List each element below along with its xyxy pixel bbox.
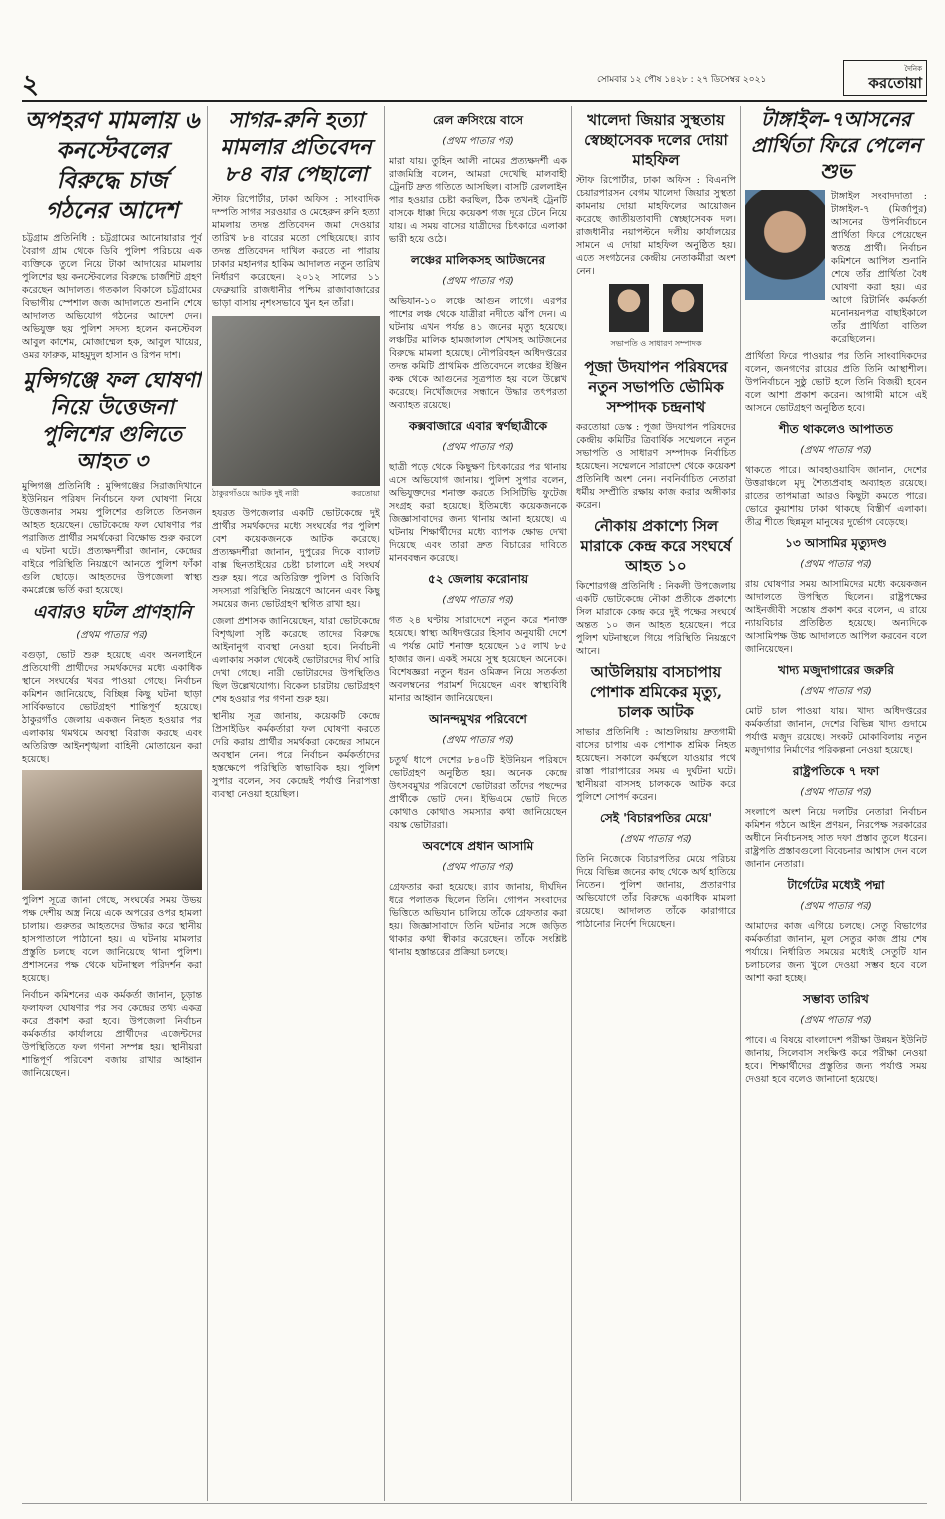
continuation-kicker: (প্রথম পাতার পর)	[800, 901, 872, 912]
article-abduction-case: চট্টগ্রাম প্রতিনিধি : চট্টগ্রামের আনোয়ারার পূর্ব বৈরাগ গ্রাম থেকে ডিবি পুলিশ পরিচয়ে এক ব্যক্তিকে তুলে নিয়ে টাকা আদায়ের মামলায় পুলিশের ছয় কনস্টেবলের বিরুদ্ধে চার্জশিট গ্রহণ করেছেন আদালত। গতকাল বিকালে চট্টগ্রামের বিভাগীয় স্পেশাল জজ আদালতে শুনানি শেষে আদালত অভিযোগ গঠনের আদেশ দেন। অভিযুক্ত ছয় পুলিশ সদস্য হলেন কনস্টেবল আবুল কাশেম, মোজাম্মেল হক, আবুল খায়ের, ওমর ফারুক, মাহমুদুল হাসান ও রিপন দাশ।	[22, 233, 202, 361]
article-bus-accident: সাভার প্রতিনিধি : আশুলিয়ায় দ্রুতগামী বাসের চাপায় এক পোশাক শ্রমিক নিহত হয়েছেন। সকালে কর্মস্থলে যাওয়ার পথে রাস্তা পারাপারের সময় এ দুর্ঘটনা ঘটে। স্থানীয়রা বাসসহ চালককে আটক করে পুলিশে সোপর্দ করেন।	[576, 727, 736, 803]
continuation-kicker: (প্রথম পাতার পর)	[442, 862, 514, 873]
article-launch-owner: অভিযান-১০ লঞ্চে আগুন লাগে। এরপর পাশের লঞ্চ থেকে যাত্রীরা নদীতে ঝাঁপ দেন। এ ঘটনায় এখন পর্যন্ত ৪১ জনের মৃত্যু হয়েছে। লঞ্চটির মালিক হামজালাল শেখসহ আটজনের বিরুদ্ধে মামলা হয়েছে। নৌপরিবহন অধিদপ্তরের তদন্ত কমিটি প্রাথমিক প্রতিবেদনে লঞ্চের ইঞ্জিন কক্ষ থেকে আগুনের সূত্রপাত হয় বলে উল্লেখ করেছে। নিখোঁজদের সন্ধানে উদ্ধার তৎপরতা অব্যাহত রয়েছে।	[389, 296, 567, 411]
article-probable-date: পাবে। এ বিষয়ে বাংলাদেশ পরীক্ষা উন্নয়ন ইউনিট জানায়, সিলেবাস সংক্ষিপ্ত করে পরীক্ষা নেওয়া হবে। শিক্ষার্থীদের প্রস্তুতির জন্য পর্যাপ্ত সময় দেওয়া হবে বলেও জানানো হয়েছে।	[745, 1035, 927, 1085]
headline-puja-council: পূজা উদযাপন পরিষদের নতুন সভাপতি ভৌমিক সম্পাদক চন্দ্রনাথ	[584, 358, 728, 416]
column-5	[745, 106, 927, 1501]
election-photo	[22, 770, 202, 890]
headline-munshiganj: মুন্সিগঞ্জে ফল ঘোষণা নিয়ে উত্তেজনা পুলিশের গুলিতে আহত ৩	[23, 367, 201, 473]
headline-sagar-runi: সাগর-রুনি হত্যা মামলার প্রতিবেদন ৮৪ বার পেছালো	[220, 107, 372, 186]
page-number: ২	[22, 70, 39, 100]
photo-caption	[212, 488, 380, 501]
portrait-photo	[609, 284, 649, 332]
article-rail-crossing: মারা যায়। তুহিন আলী নামের প্রত্যক্ষদর্শী এক রাজমিস্ত্রি বলেন, আমরা দেখেছি মালবাহী ট্রেনটি দ্রুত গতিতে আসছিল। বাসটি রেললাইন পার হওয়ার চেষ্টা করছিল, ঠিক তখনই ট্রেনটি বাসকে ধাক্কা দিয়ে কয়েকশ গজ দূরে টেনে নিয়ে যায়। এ সময় বাসের যাত্রীদের চিৎকারে এলাকা ভারী হয়ে ওঠে।	[389, 156, 567, 245]
article-padma: আমাদের কাজ এগিয়ে চলছে। সেতু বিভাগের কর্মকর্তারা জানান, মূল সেতুর কাজ প্রায় শেষ পর্যায়ে। নির্ধারিত সময়ের মধ্যেই সেতুটি যান চলাচলের জন্য খুলে দেওয়া সম্ভব হবে বলে আশা করা হচ্ছে।	[745, 921, 927, 984]
headline-president-demands: রাষ্ট্রপতিকে ৭ দফা	[792, 764, 880, 778]
article-corona: গত ২৪ ঘণ্টায় সারাদেশে নতুন করে শনাক্ত হয়েছে। স্বাস্থ্য অধিদপ্তরের হিসাব অনুযায়ী দেশে এ পর্যন্ত মোট শনাক্ত হয়েছেন ১৫ লাখ ৮৫ হাজার জন। একই সময়ে সুস্থ হয়েছেন অনেকে। বিশেষজ্ঞরা নতুন ধরন ওমিক্রন নিয়ে সতর্কতা অবলম্বনের পরামর্শ দিয়েছেন এবং স্বাস্থ্যবিধি মানার আহ্বান জানিয়েছেন।	[389, 615, 567, 704]
continuation-kicker: (প্রথম পাতার পর)	[800, 559, 872, 570]
headline-death-sentence: ১৩ আসামির মৃত্যুদণ্ড	[785, 536, 887, 550]
continuation-kicker: (প্রথম পাতার পর)	[76, 630, 148, 641]
column-1	[22, 106, 202, 1501]
article-clash: হযরত উপজেলার একটি ভোটকেন্দ্রে দুই প্রার্থীর সমর্থকদের মধ্যে সংঘর্ষের পর পুলিশ বেশ কয়েকজনকে আটক করেছে। প্রত্যক্ষদর্শীরা জানান, দুপুরের দিকে ব্যালট বাক্স ছিনতাইয়ের চেষ্টা চালালে এই সংঘর্ষ শুরু হয়। পরে অতিরিক্ত পুলিশ ও বিজিবি সদস্যরা পরিস্থিতি নিয়ন্ত্রণে আনেন এবং কিছু সময়ের জন্য ভোটগ্রহণ স্থগিত রাখা হয়।	[212, 508, 380, 610]
headline-rail-crossing: রেল ক্রসিংয়ে বাসে	[432, 113, 524, 127]
tangail-block	[745, 190, 927, 346]
logo-name: করতোয়া	[868, 74, 922, 92]
headline-cold: শীত থাকলেও আপাতত	[779, 422, 893, 436]
article-munshiganj: মুন্সিগঞ্জ প্রতিনিধি : মুন্সিগঞ্জের সিরাজদিখানে ইউনিয়ন পরিষদ নির্বাচনে ফল ঘোষণা নিয়ে উত্তেজনার সময় পুলিশের গুলিতে তিনজন আহত হয়েছেন। ভোটকেন্দ্রে ফল ঘোষণার পর পরাজিত প্রার্থীর সমর্থকেরা বিক্ষোভ শুরু করলে এ ঘটনা ঘটে। প্রত্যক্ষদর্শীরা জানান, কেন্দ্রের বাইরে পরিস্থিতি নিয়ন্ত্রণে আনতে পুলিশ ফাঁকা গুলি ছোড়ে। আহতদের উপজেলা স্বাস্থ্য কমপ্লেক্সে ভর্তি করা হয়েছে।	[22, 481, 202, 596]
article-clash-3: স্থানীয় সূত্র জানায়, কয়েকটি কেন্দ্রে প্রিসাইডিং কর্মকর্তারা ফল ঘোষণা করতে দেরি করায় প্রার্থীর সমর্থকরা কেন্দ্রের সামনে অবস্থান নেন। পরে নির্বাচন কর্মকর্তাদের হস্তক্ষেপে পরিস্থিতি স্বাভাবিক হয়। পুলিশ সুপার বলেন, সব কেন্দ্রেই পর্যাপ্ত নিরাপত্তা ব্যবস্থা নেওয়া হয়েছিল।	[212, 711, 380, 800]
column-2	[212, 106, 380, 1501]
headline-food-storage: খাদ্য মজুদাগারের জরুরি	[777, 663, 895, 677]
headline-corona: ৫২ জেলায় করোনায়	[427, 572, 529, 586]
column-rule	[384, 106, 385, 1501]
headline-coxs-bazar: কক্সবাজারে এবার স্বর্ণছাত্রীকে	[408, 419, 548, 433]
headline-probable-date: সম্ভাব্য তারিখ	[803, 992, 869, 1006]
column-rule	[740, 106, 741, 1501]
article-judge-daughter: তিনি নিজেকে বিচারপতির মেয়ে পরিচয় দিয়ে বিভিন্ন জনের কাছ থেকে অর্থ হাতিয়ে নিতেন। পুলিশ জানায়, প্রতারণার অভিযোগে তাঁর বিরুদ্ধে একাধিক মামলা রয়েছে। আদালত তাঁকে কারাগারে পাঠানোর নির্দেশ দিয়েছেন।	[576, 854, 736, 930]
article-prayer: স্টাফ রিপোর্টার, ঢাকা অফিস : বিএনপি চেয়ারপারসন বেগম খালেদা জিয়ার সুস্থতা কামনায় দোয়া মাহফিলের আয়োজন করেছে জাতীয়তাবাদী স্বেচ্ছাসেবক দল। রাজধানীর নয়াপল্টনে দলীয় কার্যালয়ের সামনে এ দোয়া মাহফিল অনুষ্ঠিত হয়। এতে সংগঠনের কেন্দ্রীয় নেতাকর্মীরা অংশ নেন।	[576, 175, 736, 277]
headline-launch-owner: লঞ্চের মালিকসহ আটজনের	[410, 253, 546, 267]
portrait-row	[576, 284, 736, 336]
dateline: সোমবার ১২ পৌষ ১৪২৮ : ২৭ ডিসেম্বর ২০২১	[597, 75, 767, 85]
continuation-kicker: (প্রথম পাতার পর)	[800, 686, 872, 697]
continuation-kicker: (প্রথম পাতার পর)	[442, 276, 514, 287]
article-festive: চতুর্থ ধাপে দেশের ৮৪০টি ইউনিয়ন পরিষদে ভোটগ্রহণ অনুষ্ঠিত হয়। অনেক কেন্দ্রে উৎসবমুখর পরিবেশে ভোটাররা তাঁদের পছন্দের প্রার্থীকে ভোট দেন। ইভিএমে ভোট দিতে কোথাও কোথাও সমস্যার কথা জানিয়েছেন বয়স্ক ভোটাররা।	[389, 755, 567, 831]
continuation-kicker: (প্রথম পাতার পর)	[800, 1015, 872, 1026]
candidate-photo	[745, 190, 825, 300]
continuation-kicker: (প্রথম পাতার পর)	[800, 445, 872, 456]
article-casualty-3: নির্বাচন কমিশনের এক কর্মকর্তা জানান, চূড়ান্ত ফলাফল ঘোষণার পর সব কেন্দ্রের তথ্য একত্র করে প্রকাশ করা হবে। উপজেলা নির্বাচন কর্মকর্তার কার্যালয়ে প্রার্থীদের এজেন্টদের উপস্থিতিতে ফল গণনা সম্পন্ন হয়। স্থানীয়রা শান্তিপূর্ণ পরিবেশ বজায় রাখার আহ্বান জানিয়েছেন।	[22, 990, 202, 1079]
column-rule	[571, 106, 572, 1501]
continuation-kicker: (প্রথম পাতার পর)	[442, 442, 514, 453]
article-coxs-bazar: ছাত্রী পড়ে থেকে কিছুক্ষণ চিৎকারের পর থানায় এসে অভিযোগ জানায়। পুলিশ সুপার বলেন, অভিযুক্তদের শনাক্ত করতে সিসিটিভি ফুটেজ সংগ্রহ করা হয়েছে। ইতিমধ্যে কয়েকজনকে জিজ্ঞাসাবাদের জন্য থানায় আনা হয়েছে। এ ঘটনায় শিক্ষার্থীদের মধ্যে ব্যাপক ক্ষোভ দেখা দিয়েছে এবং তারা দ্রুত বিচারের দাবিতে মানববন্ধন করেছে।	[389, 462, 567, 564]
continuation-kicker: (প্রথম পাতার পর)	[620, 834, 692, 845]
article-puja-council: করতোয়া ডেস্ক : পূজা উদযাপন পরিষদের কেন্দ্রীয় কমিটির ত্রিবার্ষিক সম্মেলনে নতুন সভাপতি ও সাধারণ সম্পাদক নির্বাচিত হয়েছেন। সম্মেলনে সারাদেশ থেকে কয়েকশ প্রতিনিধি অংশ নেন। নবনির্বাচিত নেতারা ধর্মীয় সম্প্রীতি রক্ষায় কাজ করার অঙ্গীকার করেন।	[576, 422, 736, 511]
masthead	[22, 60, 927, 100]
article-clash-2: জেলা প্রশাসক জানিয়েছেন, যারা ভোটকেন্দ্রে বিশৃঙ্খলা সৃষ্টি করেছে তাদের বিরুদ্ধে আইনানুগ ব্যবস্থা নেওয়া হবে। নির্বাচনী এলাকায় সকাল থেকেই ভোটারদের দীর্ঘ সারি দেখা গেছে। নারী ভোটারদের উপস্থিতিও ছিল উল্লেখযোগ্য। বিকেল চারটায় ভোটগ্রহণ শেষ হওয়ার পর গণনা শুরু হয়।	[212, 616, 380, 705]
photo-credit: করতোয়া	[351, 489, 380, 498]
logo-top: দৈনিক	[904, 65, 922, 73]
continuation-kicker: (প্রথম পাতার পর)	[442, 735, 514, 746]
portrait-caption: সভাপতি ও সাধারণ সম্পাদক	[610, 339, 702, 348]
headline-festive: আনন্দমুখর পরিবেশে	[429, 712, 527, 726]
column-3	[389, 106, 567, 1501]
article-main-accused: গ্রেফতার করা হয়েছে। র‌্যাব জানায়, দীর্ঘদিন ধরে পলাতক ছিলেন তিনি। গোপন সংবাদের ভিত্তিতে অভিযান চালিয়ে তাঁকে গ্রেফতার করা হয়। জিজ্ঞাসাবাদে তিনি ঘটনার সঙ্গে জড়িত থাকার কথা স্বীকার করেছেন। তাঁকে সংশ্লিষ্ট থানায় হস্তান্তরের প্রক্রিয়া চলছে।	[389, 882, 567, 958]
headline-bus-accident: আউলিয়ায় বাসচাপায় পোশাক শ্রমিকের মৃত্যু, চালক আটক	[589, 663, 723, 721]
headline-judge-daughter: সেই 'বিচারপতির মেয়ে'	[599, 811, 712, 825]
article-casualty: বগুড়া, ভোট শুরু হয়েছে এবং অনলাইনে প্রতিযোগী প্রার্থীদের সমর্থকদের মধ্যে একাধিক স্থানে সংঘর্ষের খবর পাওয়া গেছে। নির্বাচন কমিশন জানিয়েছে, বিচ্ছিন্ন কিছু ঘটনা ছাড়া সার্বিকভাবে ভোটগ্রহণ শান্তিপূর্ণ হয়েছে। ঠাকুরগাঁও জেলায় একজন নিহত হওয়ার পর এলাকায় থমথমে অবস্থা বিরাজ করছে এবং অতিরিক্ত আইনশৃঙ্খলা বাহিনী মোতায়েন করা হয়েছে।	[22, 650, 202, 765]
article-president-demands: সংলাপে অংশ নিয়ে দলটির নেতারা নির্বাচন কমিশন গঠনে আইন প্রণয়ন, নিরপেক্ষ সরকারের অধীনে নির্বাচনসহ সাত দফা প্রস্তাব তুলে ধরেন। রাষ্ট্রপতি প্রস্তাবগুলো বিবেচনার আশ্বাস দেন বলে জানান নেতারা।	[745, 807, 927, 870]
article-death-sentence: রায় ঘোষণার সময় আসামিদের মধ্যে কয়েকজন আদালতে উপস্থিত ছিলেন। রাষ্ট্রপক্ষের আইনজীবী সন্তোষ প্রকাশ করে বলেন, এ রায়ে ন্যায়বিচার প্রতিষ্ঠিত হয়েছে। অন্যদিকে আসামিপক্ষ উচ্চ আদালতে আপিল করবেন বলে জানিয়েছেন।	[745, 579, 927, 655]
photo-caption-text: ঠাকুরগাঁওয়ে আটক দুই নারী	[212, 489, 300, 498]
article-food-storage: মোট চাল পাওয়া যায়। খাদ্য অধিদপ্তরের কর্মকর্তারা জানান, দেশের বিভিন্ন খাদ্য গুদামে পর্যাপ্ত মজুদ রয়েছে। সংকট মোকাবিলায় নতুন মজুদাগার নির্মাণের পরিকল্পনা নেওয়া হয়েছে।	[745, 706, 927, 756]
headline-boat-seal: নৌকায় প্রকাশ্যে সিল মারাকে কেন্দ্র করে সংঘর্ষে আহত ১০	[580, 517, 732, 575]
article-casualty-2: পুলিশ সূত্রে জানা গেছে, সংঘর্ষের সময় উভয় পক্ষ দেশীয় অস্ত্র নিয়ে একে অপরের ওপর হামলা চালায়। গুরুতর আহতদের উদ্ধার করে স্থানীয় হাসপাতালে পাঠানো হয়। এ ঘটনায় মামলার প্রস্তুতি চলছে বলে জানিয়েছে থানা পুলিশ। প্রশাসনের পক্ষ থেকে ঘটনাস্থল পরিদর্শন করা হয়েছে।	[22, 895, 202, 984]
continuation-kicker: (প্রথম পাতার পর)	[800, 787, 872, 798]
headline-tangail: টাঙ্গাইল-৭আসনের প্রার্থিতা ফিরে পেলেন শুভ	[750, 107, 922, 183]
column-rule	[207, 106, 208, 1501]
column-4	[576, 106, 736, 1501]
headline-padma: টার্গেটের মধ্যেই পদ্মা	[787, 878, 885, 892]
article-tangail: টাঙ্গাইল সংবাদদাতা : টাঙ্গাইল-৭ (মির্জাপুর) আসনের উপনির্বাচনে প্রার্থিতা ফিরে পেয়েছেন স্বতন্ত্র প্রার্থী। নির্বাচন কমিশনে আপিল শুনানি শেষে তাঁর প্রার্থিতা বৈধ ঘোষণা করা হয়। এর আগে রিটার্নিং কর্মকর্তা মনোনয়নপত্র বাছাইকালে তাঁর প্রার্থিতা বাতিল করেছিলেন।	[831, 191, 927, 345]
continuation-kicker: (প্রথম পাতার পর)	[442, 595, 514, 606]
headline-prayer: খালেদা জিয়ার সুস্থতায় স্বেচ্ছাসেবক দলের দোয়া মাহফিল	[584, 111, 728, 169]
article-sagar-runi: স্টাফ রিপোর্টার, ঢাকা অফিস : সাংবাদিক দম্পতি সাগর সরওয়ার ও মেহেরুন রুনি হত্যা মামলায় তদন্ত প্রতিবেদন জমা দেওয়ার তারিখ ৮৪ বারের মতো পেছিয়েছে। র‌্যাব তদন্ত প্রতিবেদন দাখিল করতে না পারায় ঢাকার মহানগর হাকিম আদালত নতুন তারিখ নির্ধারণ করেছেন। ২০১২ সালের ১১ ফেব্রুয়ারি রাজধানীর পশ্চিম রাজাবাজারের ভাড়া বাসায় নৃশংসভাবে খুন হন তাঁরা।	[212, 194, 380, 309]
article-boat-seal: কিশোরগঞ্জ প্রতিনিধি : নিকলী উপজেলায় একটি ভোটকেন্দ্রে নৌকা প্রতীকে প্রকাশ্যে সিল মারাকে কেন্দ্র করে দুই পক্ষের সংঘর্ষে অন্তত ১০ জন আহত হয়েছেন। পরে পুলিশ ঘটনাস্থলে গিয়ে পরিস্থিতি নিয়ন্ত্রণে আনে।	[576, 581, 736, 657]
headline-casualty: এবারও ঘটল প্রাণহানি	[32, 602, 192, 623]
article-tangail-2: প্রার্থিতা ফিরে পাওয়ার পর তিনি সাংবাদিকদের বলেন, জনগণের রায়ের প্রতি তিনি আস্থাশীল। উপনির্বাচনে সুষ্ঠু ভোট হলে তিনি বিজয়ী হবেন বলে আশা প্রকাশ করেন। আগামী মাসে এই আসনে ভোটগ্রহণ অনুষ্ঠিত হবে।	[745, 351, 927, 414]
newspaper-logo	[843, 60, 927, 96]
footer-rule	[22, 1503, 927, 1504]
continuation-kicker: (প্রথম পাতার পর)	[442, 136, 514, 147]
portrait-photo	[663, 284, 703, 332]
headline-abduction-case: অপহরণ মামলায় ৬ কনস্টেবলের বিরুদ্ধে চার্জ গঠনের আদেশ	[24, 107, 200, 224]
article-cold: থাকতে পারে। আবহাওয়াবিদ জানান, দেশের উত্তরাঞ্চলে মৃদু শৈত্যপ্রবাহ অব্যাহত রয়েছে। রাতের তাপমাত্রা আরও কিছুটা কমতে পারে। ভোরে কুয়াশায় ঢাকা থাকছে বিস্তীর্ণ এলাকা। তীব্র শীতে ছিন্নমূল মানুষের দুর্ভোগ বেড়েছে।	[745, 465, 927, 528]
arrest-photo	[212, 316, 380, 486]
masthead-rule	[22, 100, 927, 102]
headline-main-accused: অবশেষে প্রধান আসামি	[422, 839, 534, 853]
